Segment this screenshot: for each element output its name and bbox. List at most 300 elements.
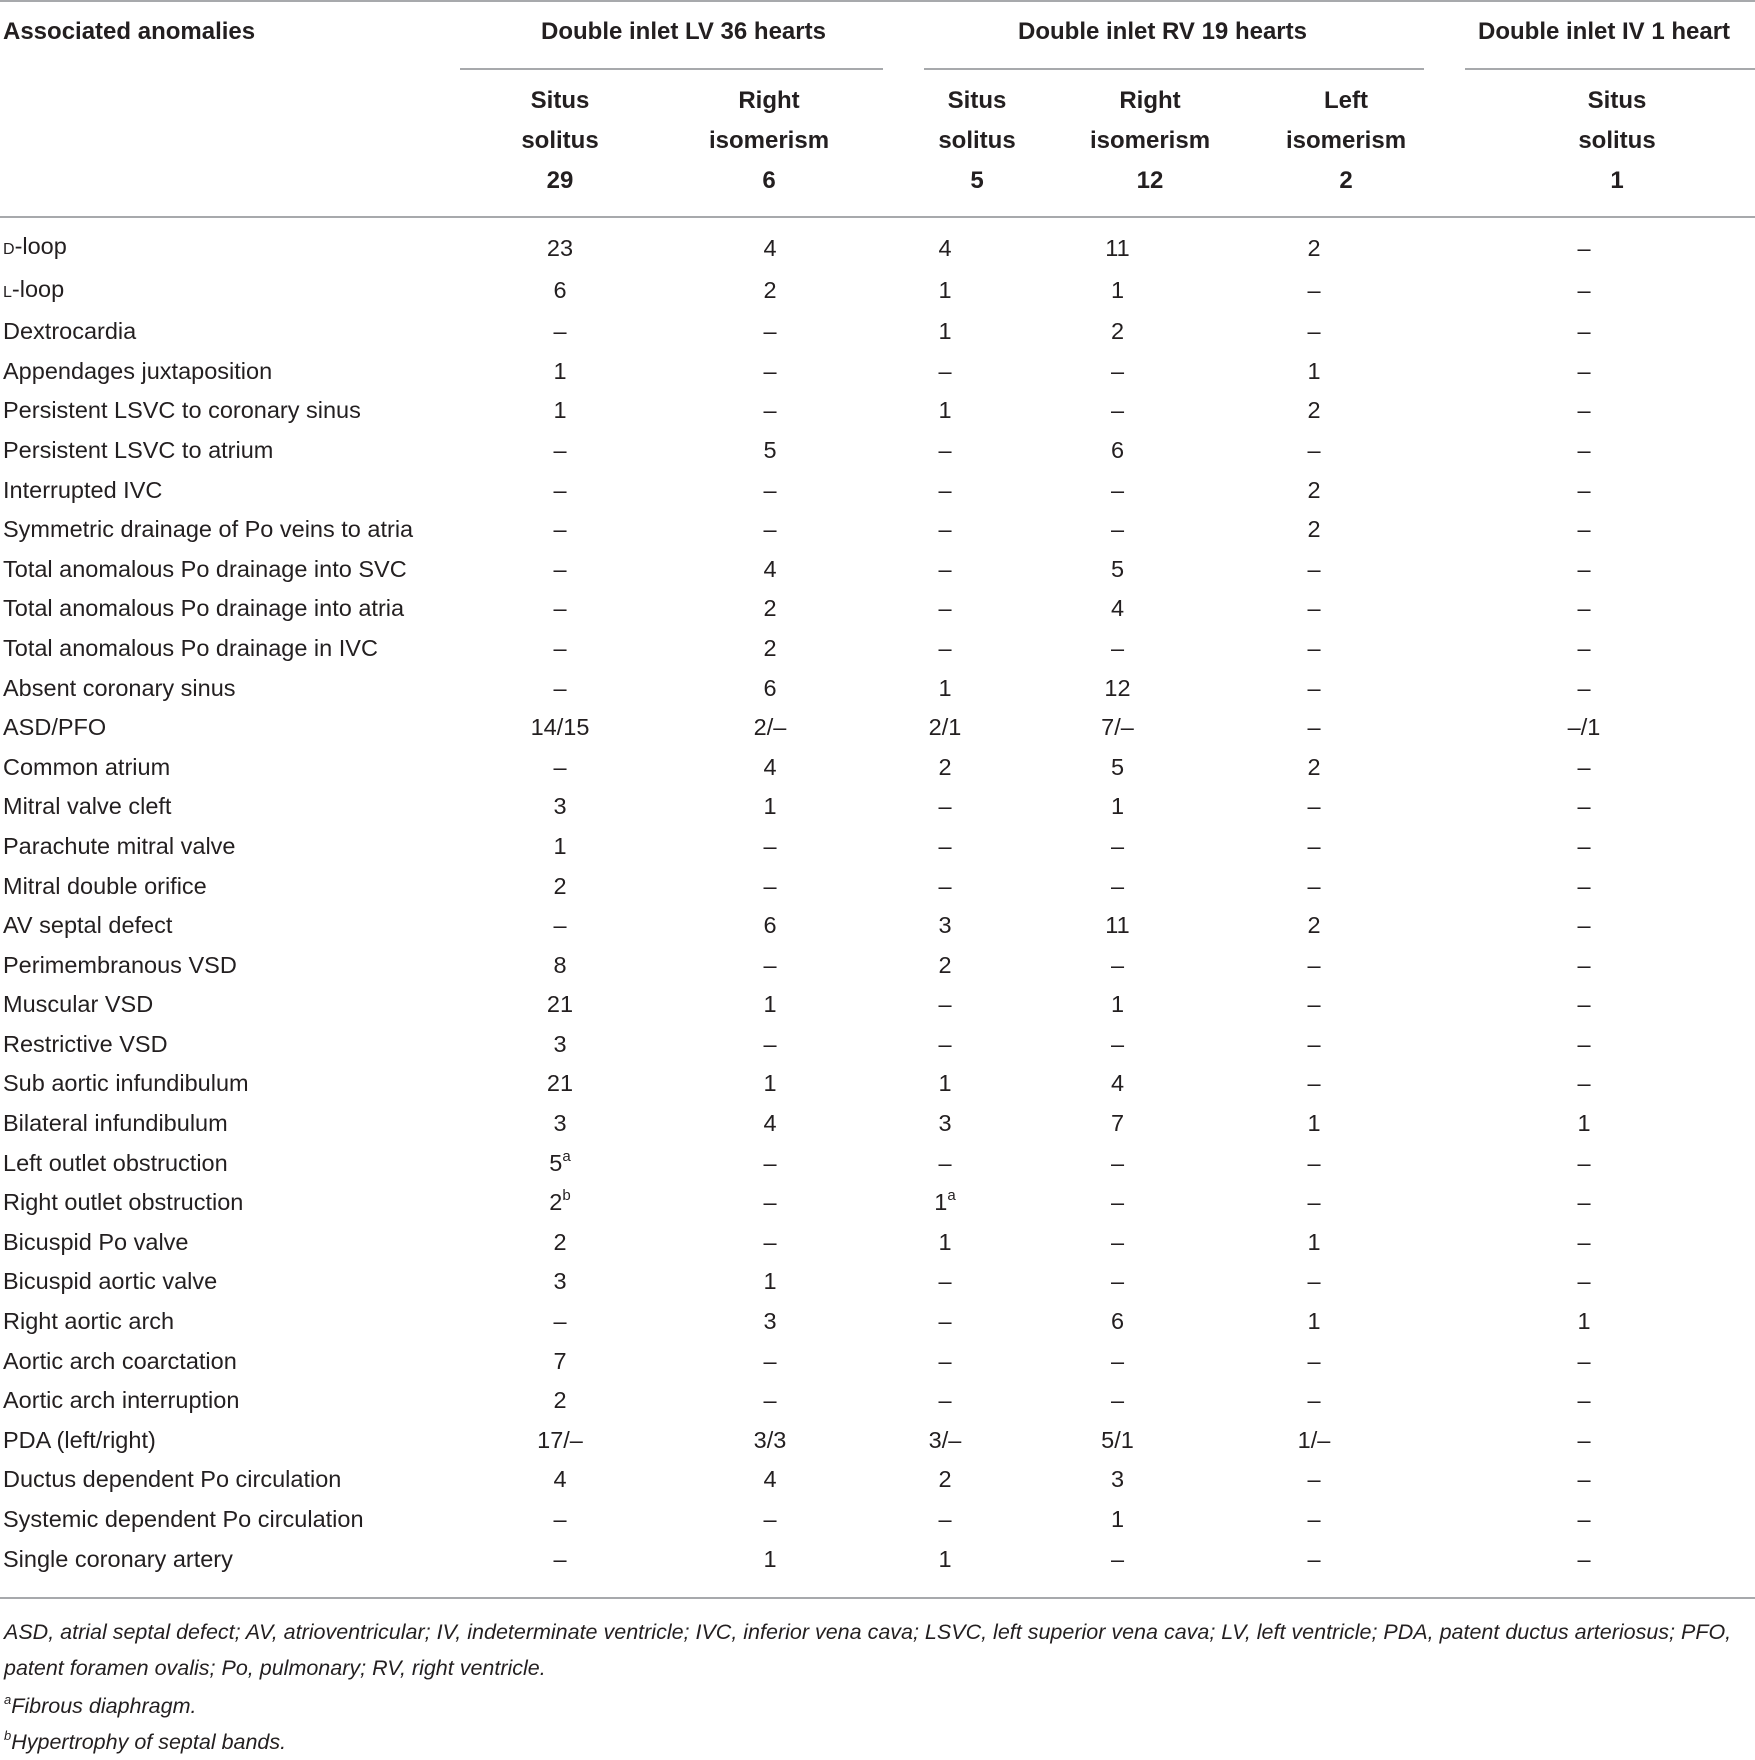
cell-value [450, 787, 670, 827]
cell-value [1215, 1104, 1413, 1144]
cell-value [670, 1025, 870, 1065]
cell-value [1413, 431, 1755, 471]
cell-text: 4 [1110, 1070, 1125, 1097]
cell-text: 21 [546, 1070, 574, 1097]
cell-value [670, 1223, 870, 1263]
cell-value [1020, 1223, 1215, 1263]
cell-value [670, 1144, 870, 1184]
cell-text: – [763, 476, 777, 503]
table-row [0, 1500, 1755, 1540]
row-label [0, 550, 450, 590]
cell-text: 3 [938, 1110, 952, 1137]
cell-value [1413, 985, 1755, 1025]
cell-value [450, 391, 670, 431]
cell-text: – [1577, 1030, 1591, 1057]
table-row [0, 550, 1755, 590]
row-label-text: -loop [11, 275, 65, 302]
cell-text: – [763, 1228, 777, 1255]
row-label-text: Aortic arch interruption [3, 1387, 240, 1414]
table-row [0, 1025, 1755, 1065]
cell-value [1215, 227, 1413, 270]
row-label-text: Persistent LSVC to atrium [3, 436, 274, 463]
cell-text: 4 [763, 1466, 777, 1493]
cell-text: – [938, 357, 952, 384]
cell-value [450, 510, 670, 550]
cell-text: – [1577, 1228, 1591, 1255]
cell-value [1413, 550, 1755, 590]
cell-value [1215, 985, 1413, 1025]
cell-text: 3 [553, 793, 567, 820]
cell-text: – [1110, 397, 1125, 424]
cell-value [450, 1144, 670, 1184]
table-row [0, 1262, 1755, 1302]
row-label [0, 1262, 450, 1302]
cell-text: – [1110, 634, 1125, 661]
cell-value [670, 471, 870, 511]
group-rule-iv [1465, 68, 1755, 70]
cell-text: 5 [763, 436, 777, 463]
cell-text: 1 [1110, 793, 1125, 820]
row-label-text: Ductus dependent Po circulation [3, 1466, 342, 1493]
cell-value [870, 471, 1020, 511]
cell-text: 17/– [537, 1426, 583, 1453]
cell-value [670, 1381, 870, 1421]
cell-text: 5 [1110, 555, 1125, 582]
cell-value [1413, 270, 1755, 313]
cell-text: – [1307, 1466, 1321, 1493]
cell-text: – [938, 1347, 952, 1374]
cell-value [1413, 946, 1755, 986]
cell-text: – [1110, 1387, 1125, 1414]
cell-text: – [938, 476, 952, 503]
footnote-b-marker: b [4, 1728, 12, 1743]
cell-text: 4 [938, 234, 952, 261]
cell-text: 14/15 [530, 714, 590, 741]
cell-text: 1 [1307, 357, 1321, 384]
cell-value [1020, 352, 1215, 392]
cell-text: 3 [1110, 1466, 1125, 1493]
cell-value [1413, 748, 1755, 788]
table-row [0, 1421, 1755, 1461]
cell-text: – [1577, 397, 1591, 424]
cell-text: – [938, 595, 952, 622]
cell-value [870, 827, 1020, 867]
cell-text: 2 [1110, 318, 1125, 345]
cell-value [870, 270, 1020, 313]
cell-value [870, 748, 1020, 788]
cell-text: 1 [934, 1189, 948, 1216]
table-row [0, 1302, 1755, 1342]
cell-text: – [938, 793, 952, 820]
cell-value [450, 312, 670, 352]
cell-text: 1 [938, 674, 952, 701]
cell-value [1215, 867, 1413, 907]
cell-text: – [553, 595, 567, 622]
cell-text: – [1577, 476, 1591, 503]
cell-value [670, 227, 870, 270]
row-label-text: Total anomalous Po drainage into SVC [3, 555, 407, 582]
row-label-text: Common atrium [3, 753, 171, 780]
cell-value [1215, 391, 1413, 431]
cell-text: – [1307, 991, 1321, 1018]
cell-value [1413, 1381, 1755, 1421]
cell-value [1413, 227, 1755, 270]
cell-value [1020, 391, 1215, 431]
cell-text: 1/– [1297, 1426, 1331, 1453]
cell-value [1020, 1144, 1215, 1184]
table-row [0, 827, 1755, 867]
row-label-text: Total anomalous Po drainage into atria [3, 595, 405, 622]
cell-text: 1 [1307, 1228, 1321, 1255]
cell-text: 2 [938, 951, 952, 978]
cell-text: – [938, 1030, 952, 1057]
cell-text: – [1110, 1228, 1125, 1255]
cell-text: – [1577, 832, 1591, 859]
cell-value [670, 1064, 870, 1104]
cell-value [1413, 867, 1755, 907]
row-label [0, 1104, 450, 1144]
cell-text: 3/– [928, 1426, 962, 1453]
cell-text: – [553, 912, 567, 939]
cell-value [1215, 1342, 1413, 1382]
cell-text: – [763, 832, 777, 859]
cell-text: – [1307, 1347, 1321, 1374]
cell-text: – [763, 318, 777, 345]
cell-value [870, 787, 1020, 827]
cell-text: 1 [938, 318, 952, 345]
cell-value [450, 1025, 670, 1065]
cell-value [1413, 352, 1755, 392]
cell-value [1020, 227, 1215, 270]
cell-text: 7 [553, 1347, 567, 1374]
row-label-text: ASD/PFO [3, 714, 107, 741]
cell-text: 6 [1110, 436, 1125, 463]
cell-text: 1 [1307, 1308, 1321, 1335]
cell-value [450, 1421, 670, 1461]
cell-value [870, 946, 1020, 986]
row-label-prefix: D [3, 241, 15, 258]
cell-text: – [1307, 1030, 1321, 1057]
cell-text: 4 [763, 1110, 777, 1137]
row-label-text: Mitral valve cleft [3, 793, 172, 820]
cell-text: 3 [938, 912, 952, 939]
cell-value [670, 1540, 870, 1580]
cell-value [1020, 270, 1215, 313]
cell-text: – [763, 1149, 777, 1176]
cell-value [450, 906, 670, 946]
cell-text: 2/1 [928, 714, 962, 741]
cell-text: – [938, 634, 952, 661]
cell-text: – [1577, 1387, 1591, 1414]
row-label-text: Restrictive VSD [3, 1030, 168, 1057]
cell-text: 1 [1110, 277, 1125, 304]
cell-value [870, 1104, 1020, 1144]
anomalies-column-header: Associated anomalies [3, 18, 256, 45]
cell-value [450, 708, 670, 748]
cell-value [870, 227, 1020, 270]
cell-value [670, 312, 870, 352]
cell-value [450, 748, 670, 788]
cell-value [870, 1342, 1020, 1382]
footnote-a [4, 1688, 1749, 1724]
cell-value [870, 352, 1020, 392]
cell-text: 3 [553, 1110, 567, 1137]
row-label [0, 1381, 450, 1421]
cell-text: – [1307, 595, 1321, 622]
column-header-iv-situs-solitus: Situs solitus 1 [1578, 87, 1656, 194]
cell-value [1020, 1302, 1215, 1342]
cell-value [450, 1223, 670, 1263]
table-row [0, 1342, 1755, 1382]
cell-value [1215, 1302, 1413, 1342]
cell-value [870, 431, 1020, 471]
cell-value [870, 1460, 1020, 1500]
cell-text: 2 [1307, 234, 1321, 261]
cell-text: 2 [553, 1228, 567, 1255]
cell-value [1020, 1104, 1215, 1144]
row-label [0, 1500, 450, 1540]
row-label [0, 312, 450, 352]
cell-text: – [938, 991, 952, 1018]
cell-value [1020, 1460, 1215, 1500]
cell-value [870, 550, 1020, 590]
cell-value [870, 906, 1020, 946]
cell-value [1020, 510, 1215, 550]
anomalies-table [0, 227, 1755, 1579]
row-label-text: Perimembranous VSD [3, 951, 237, 978]
table-row [0, 312, 1755, 352]
column-header-lv-situs-solitus: Situs solitus 29 [521, 87, 599, 194]
cell-text: 1 [553, 357, 567, 384]
cell-text: – [1577, 277, 1591, 304]
cell-value [1215, 629, 1413, 669]
cell-text: 1 [763, 793, 777, 820]
cell-value [1413, 708, 1755, 748]
cell-value [1413, 391, 1755, 431]
row-label [0, 629, 450, 669]
row-label [0, 589, 450, 629]
cell-value [1020, 748, 1215, 788]
cell-text: 1 [1577, 1110, 1591, 1137]
cell-value [1020, 1064, 1215, 1104]
cell-text: – [763, 951, 777, 978]
cell-text: – [1577, 1426, 1591, 1453]
cell-value [450, 227, 670, 270]
table-row [0, 227, 1755, 270]
cell-value [1020, 827, 1215, 867]
cell-text: – [1307, 832, 1321, 859]
cell-value [450, 1064, 670, 1104]
cell-text: – [1307, 872, 1321, 899]
table-top-rule [0, 0, 1755, 2]
cell-value [1413, 629, 1755, 669]
table-row [0, 669, 1755, 709]
cell-value [450, 629, 670, 669]
cell-value [670, 1500, 870, 1540]
cell-text: 5 [1110, 753, 1125, 780]
row-label-text: Dextrocardia [3, 318, 137, 345]
cell-text: 2 [549, 1189, 563, 1216]
cell-value [1215, 1025, 1413, 1065]
cell-value [1215, 1460, 1413, 1500]
cell-footnote-marker: a [947, 1187, 956, 1205]
cell-value [870, 1381, 1020, 1421]
row-label [0, 431, 450, 471]
cell-text: 6 [553, 277, 567, 304]
row-label [0, 1540, 450, 1580]
cell-value [1413, 787, 1755, 827]
cell-text: – [1110, 357, 1125, 384]
cell-value [450, 589, 670, 629]
row-label-text: Systemic dependent Po circulation [3, 1506, 364, 1532]
cell-value [870, 1064, 1020, 1104]
cell-text: – [1307, 277, 1321, 304]
table-row [0, 787, 1755, 827]
cell-value [450, 1460, 670, 1500]
cell-text: – [763, 1189, 777, 1216]
cell-text: – [763, 397, 777, 424]
cell-value [870, 985, 1020, 1025]
cell-text: 2 [1307, 912, 1321, 939]
cell-text: – [938, 1308, 952, 1335]
cell-text: – [553, 436, 567, 463]
cell-value [1215, 708, 1413, 748]
footnote-b [4, 1724, 1749, 1760]
cell-text: – [1110, 476, 1125, 503]
cell-value [670, 352, 870, 392]
cell-text: 1 [938, 277, 952, 304]
table-bottom-rule [0, 1597, 1755, 1599]
cell-text: 6 [763, 912, 777, 939]
cell-text: 6 [763, 674, 777, 701]
cell-value [1020, 906, 1215, 946]
cell-text: – [1577, 1466, 1591, 1493]
cell-value [1215, 669, 1413, 709]
table-row [0, 270, 1755, 313]
cell-text: – [1307, 1149, 1321, 1176]
cell-text: 3 [553, 1030, 567, 1057]
cell-value [670, 946, 870, 986]
row-label [0, 510, 450, 550]
cell-text: – [553, 555, 567, 582]
cell-value [1020, 1262, 1215, 1302]
cell-text: – [1307, 793, 1321, 820]
cell-value [1020, 1342, 1215, 1382]
row-label-text: Interrupted IVC [3, 476, 163, 503]
cell-value [1413, 1104, 1755, 1144]
cell-text: – [763, 1347, 777, 1374]
cell-text: 1 [1577, 1308, 1591, 1335]
cell-value [1020, 1540, 1215, 1580]
cell-text: – [1110, 1030, 1125, 1057]
cell-value [1413, 589, 1755, 629]
cell-text: – [1307, 951, 1321, 978]
cell-footnote-marker: a [562, 1147, 571, 1165]
cell-value [1413, 312, 1755, 352]
table-row [0, 471, 1755, 511]
table-row [0, 708, 1755, 748]
cell-value [1413, 1540, 1755, 1580]
row-label-text: Muscular VSD [3, 991, 154, 1018]
cell-value [1413, 1262, 1755, 1302]
cell-value [670, 787, 870, 827]
cell-value [670, 1421, 870, 1461]
cell-value [450, 1342, 670, 1382]
cell-text: 1 [938, 397, 952, 424]
cell-text: – [1307, 714, 1321, 741]
cell-value [1215, 270, 1413, 313]
column-header-rv-left-isomerism: Left isomerism 2 [1285, 87, 1407, 194]
row-label [0, 906, 450, 946]
table-row [0, 1104, 1755, 1144]
row-label [0, 748, 450, 788]
table-row [0, 867, 1755, 907]
cell-text: 1 [763, 1545, 777, 1572]
cell-value [1020, 1183, 1215, 1223]
row-label-text: Single coronary artery [3, 1545, 233, 1572]
table-row [0, 1540, 1755, 1580]
row-label-text: Bicuspid aortic valve [3, 1268, 218, 1295]
cell-value [1020, 431, 1215, 471]
cell-text: – [938, 1149, 952, 1176]
cell-value [1215, 1144, 1413, 1184]
cell-value [450, 1262, 670, 1302]
cell-value [670, 985, 870, 1025]
cell-text: 2/– [753, 714, 787, 741]
row-label-text: Right outlet obstruction [3, 1189, 244, 1216]
cell-value [1215, 1500, 1413, 1540]
table-row [0, 1460, 1755, 1500]
table-row [0, 391, 1755, 431]
cell-value [1413, 669, 1755, 709]
cell-text: 2 [938, 1466, 952, 1493]
cell-text: – [938, 872, 952, 899]
group-header-double-inlet-lv: Double inlet LV 36 hearts [541, 18, 826, 45]
cell-text: – [1110, 951, 1125, 978]
cell-text: – [1577, 1149, 1591, 1176]
cell-value [1215, 312, 1413, 352]
cell-value [1020, 669, 1215, 709]
cell-value [1413, 510, 1755, 550]
cell-value [1215, 1381, 1413, 1421]
cell-text: – [1577, 436, 1591, 463]
group-rule-lv [460, 68, 883, 70]
cell-value [1215, 1183, 1413, 1223]
cell-text: – [1110, 1149, 1125, 1176]
cell-text: – [938, 436, 952, 463]
cell-text: 1 [763, 1070, 777, 1097]
table-row [0, 352, 1755, 392]
cell-value [450, 946, 670, 986]
row-label [0, 1421, 450, 1461]
table-row [0, 589, 1755, 629]
cell-value [670, 1460, 870, 1500]
cell-value [670, 1183, 870, 1223]
cell-text: 1 [553, 397, 567, 424]
cell-text: – [1577, 872, 1591, 899]
cell-text: – [1110, 1347, 1125, 1374]
row-label-prefix: L [3, 283, 12, 301]
cell-text: 2 [763, 595, 777, 622]
cell-text: – [1577, 991, 1591, 1018]
cell-text: – [553, 674, 567, 701]
row-label [0, 669, 450, 709]
cell-value [1413, 827, 1755, 867]
cell-value [670, 270, 870, 313]
cell-text: – [1110, 1268, 1125, 1295]
cell-value [1215, 510, 1413, 550]
cell-text: – [1577, 1189, 1591, 1216]
